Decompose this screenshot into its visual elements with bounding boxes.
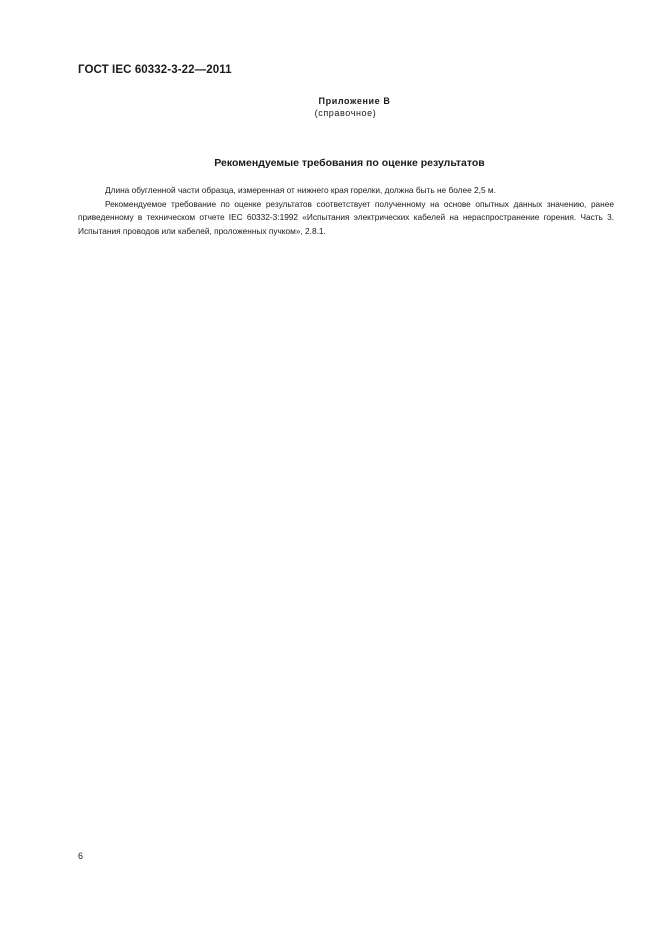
annex-title: Приложение В [318, 96, 391, 106]
page-number: 6 [78, 851, 84, 861]
paragraph: Рекомендуемое требование по оценке результатов соответствует полученному на основе опытных данных значению, ранее приведенному в техническом отчете IEC 60332-3:1992 «Испытания электрических кабелей на нераспространение горения. Часть 3. Испытания проводов или кабелей, проложенных пучком», 2.8.1. [78, 198, 614, 236]
document-code: ГОСТ IEC 60332-3-22—2011 [78, 64, 232, 76]
annex-type: (справочное) [314, 108, 377, 118]
annex-block [0, 95, 661, 119]
body-text [78, 184, 614, 238]
paragraph: Длина обугленной части образца, измеренная от нижнего края горелки, должна быть не более 2,5 м. [105, 185, 496, 195]
section-heading: Рекомендуемые требования по оценке результатов [214, 157, 485, 169]
